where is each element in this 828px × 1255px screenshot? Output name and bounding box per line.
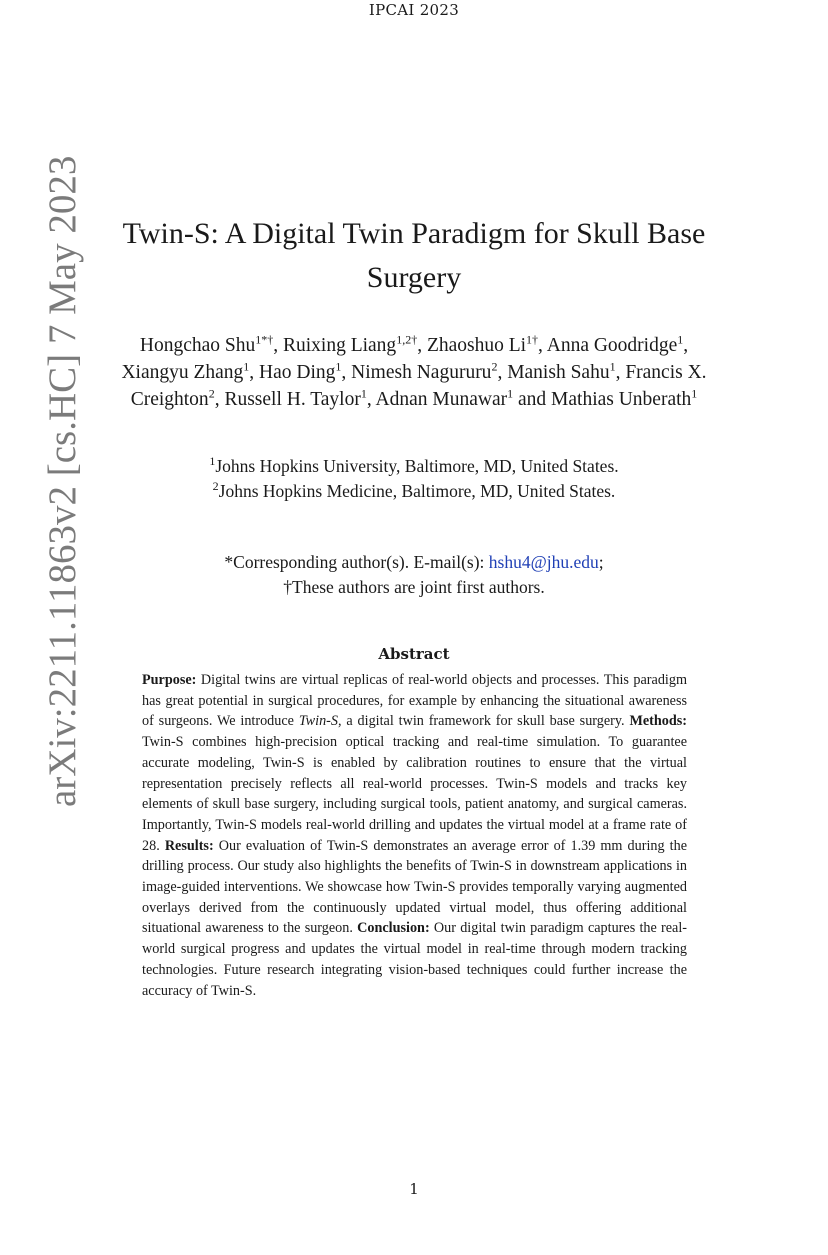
correspondence-suffix: ; — [598, 552, 604, 572]
page-number: 1 — [409, 1180, 419, 1198]
affiliation-text: Johns Hopkins University, Baltimore, MD, United States. — [215, 456, 619, 476]
methods-text: Twin-S combines high-precision optical tracking and real-time simulation. To guarantee accurate modeling, Twin-S is enabled by calibration routines to ensure that the virtual representation precisely reflects all real-world processes. Twin-S models and tracks key elements of skull base surgery, including surgical tools, patient anatomy, and surgical cameras. Importantly, Twin-S models real-world drilling and updates the virtual model at a frame rate of 28. — [142, 734, 687, 854]
abstract-body — [142, 670, 687, 1001]
joint-first-author-note: †These authors are joint first authors. — [283, 577, 545, 597]
conclusion-label: Conclusion: — [357, 920, 430, 937]
author-name: Hongchao Shu — [139, 335, 256, 356]
author-name: Ruixing Liang — [282, 335, 397, 356]
author-name: Anna Goodridge — [546, 335, 678, 356]
affiliation-mark: 1 — [209, 454, 216, 469]
author-affil-mark: 1,2† — [396, 332, 418, 347]
paper-title: Twin-S: A Digital Twin Paradigm for Skull Base Surgery — [122, 217, 706, 294]
author-affil-mark: 1 — [360, 386, 367, 401]
methods-label: Methods: — [629, 713, 687, 730]
purpose-text: Digital twins are virtual replicas of real-world objects and processes. This paradigm has great potential in surgical procedures, for example by enhancing the situational awareness of surgeons. We introduce — [142, 672, 687, 730]
framework-name: Twin-S — [298, 713, 338, 730]
author-name: Nimesh Nagururu — [351, 362, 492, 383]
author-name: Mathias Unberath — [551, 389, 692, 410]
author-name: Xiangyu Zhang — [121, 362, 244, 383]
author-affil-mark: 1 — [335, 359, 342, 374]
affiliation-mark: 2 — [212, 479, 219, 494]
running-header: IPCAI 2023 — [368, 1, 460, 19]
author-name: Francis X. Creighton — [130, 362, 707, 410]
affiliation-item — [110, 454, 718, 479]
purpose-label: Purpose: — [142, 672, 197, 688]
author-affil-mark: 1 — [677, 332, 684, 347]
author-name: Hao Ding — [259, 362, 336, 383]
author-affil-mark: 1 — [609, 359, 616, 374]
author-affil-mark: 1 — [243, 359, 250, 374]
author-name: Adnan Munawar — [375, 389, 508, 410]
email-link[interactable]: hshu4@jhu.edu — [488, 552, 599, 572]
conclusion-text: Our digital twin paradigm captures the real-world surgical progress and updates the virtual model in real-time through modern tracking technologies. Future research integrating vision-based techniques could further increase the accuracy of Twin-S. — [142, 920, 687, 999]
arxiv-side-identifier: arXiv:2211.11863v2 [cs.HC] 7 May 2023 — [41, 155, 84, 807]
correspondence-prefix: *Corresponding author(s). E-mail(s): — [224, 552, 489, 572]
purpose-text-cont: , a digital twin framework for skull base surgery. — [337, 713, 630, 730]
author-name: Manish Sahu — [507, 362, 610, 383]
abstract-heading: Abstract — [378, 645, 450, 663]
abstract-paragraph — [142, 670, 687, 1001]
author-affil-mark: 1 — [691, 386, 698, 401]
author-affil-mark: 1*† — [255, 332, 274, 347]
affiliation-text: Johns Hopkins Medicine, Baltimore, MD, United States. — [218, 481, 616, 501]
author-name: Zhaoshuo Li — [426, 335, 527, 356]
author-list: Hongchao Shu$^{1*\dagger}$, Ruixing Liang$^{1,2\dagger}$, Zhaoshuo $Li^{1\dagger}$, Anna Goodridge$^1$, Xiangyu Zhang$^1$, Hao Ding$^1$, Nimesh Nagururu$^2$, Manish Sahu$^1$, Francis X. Creighton$^2$, Russell H. Taylor$^1$, Adnan Munawar$^1$ and Mathias Unberath$^1$ — [121, 332, 707, 410]
results-text: Our evaluation of Twin-S demonstrates an average error of 1.39 mm during the drilling process. Our study also highlights the benefits of Twin-S in downstream applications in image-guided interventions. We showcase how Twin-S provides temporally varying augmented overlays derived from the continuously updated virtual model, thus offering additional situational awareness to the surgeon. — [142, 837, 687, 937]
author-name: Russell H. Taylor — [224, 389, 361, 410]
correspondence-block — [110, 550, 718, 600]
corresponding-author-line — [110, 550, 718, 575]
affiliation-item — [110, 479, 718, 504]
author-affil-mark: 2 — [491, 359, 498, 374]
author-affil-mark: 1† — [526, 332, 539, 347]
author-affil-mark: 1 — [507, 386, 514, 401]
author-affil-mark: 2 — [208, 386, 215, 401]
affiliation-list — [110, 454, 718, 504]
results-label: Results: — [164, 837, 214, 854]
